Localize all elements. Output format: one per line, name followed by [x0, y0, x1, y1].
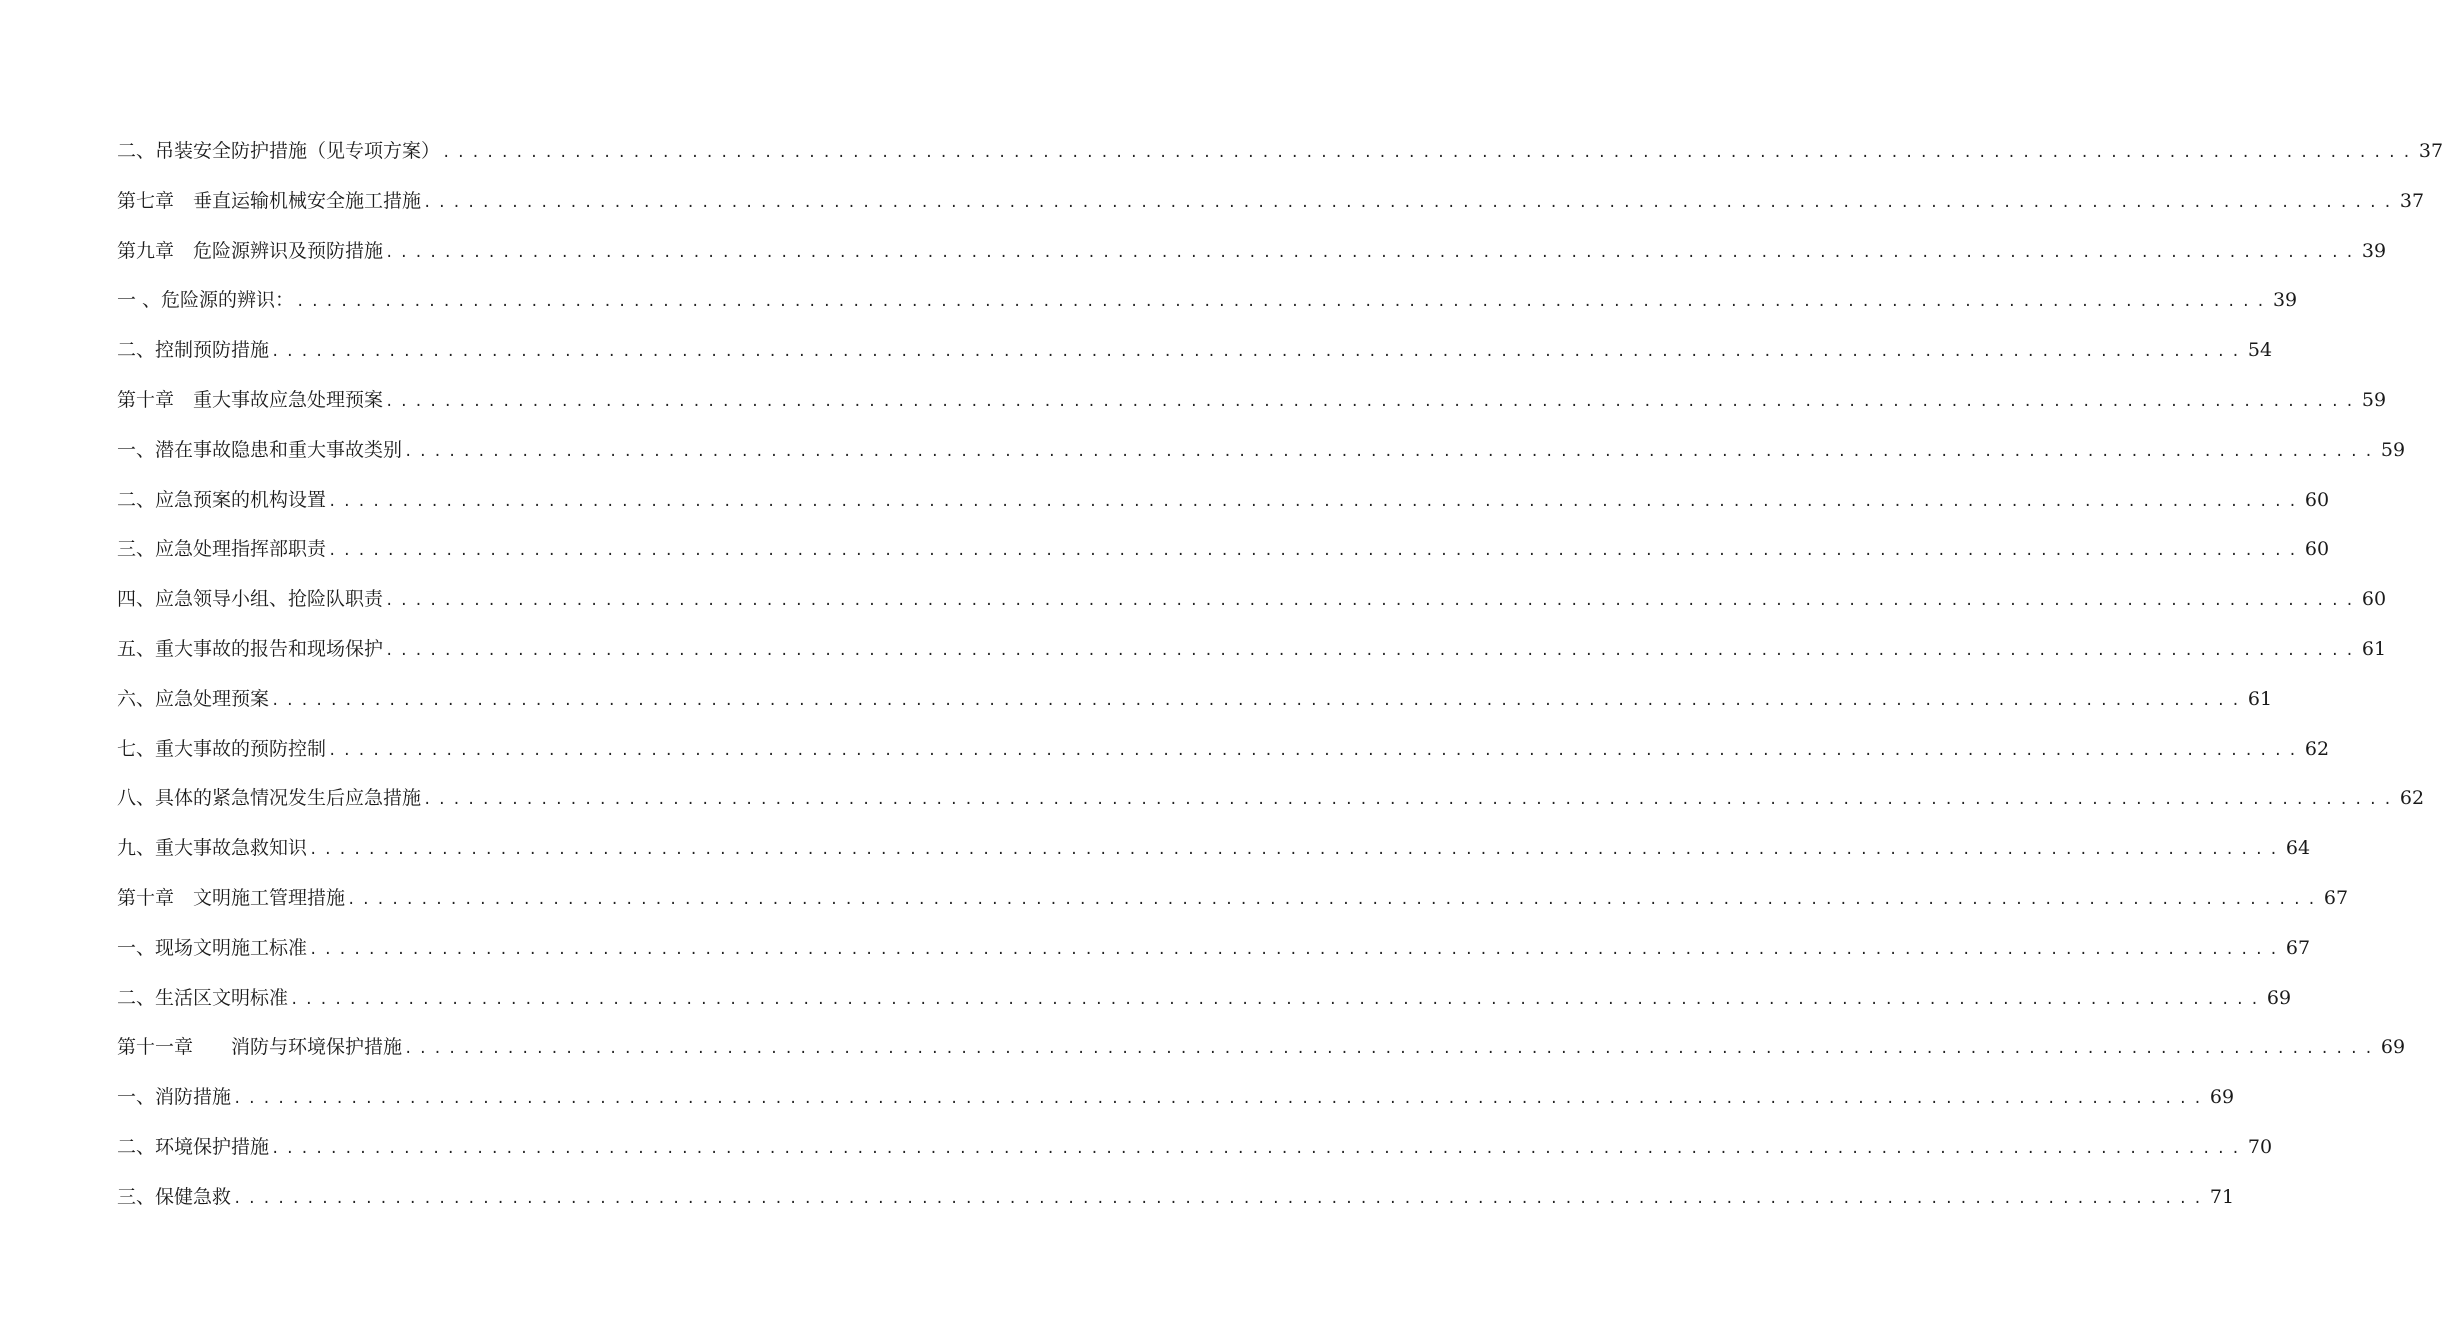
dot-leader: .......................................................................................................................................	[404, 443, 2379, 460]
dot-leader: .......................................................................................................................................	[233, 1190, 2208, 1207]
toc-entry-title: 五、重大事故的报告和现场保护	[117, 637, 384, 660]
dot-leader: .......................................................................................................................................	[309, 941, 2284, 958]
dot-leader: .......................................................................................................................................	[423, 792, 2398, 809]
toc-entry-title: 九、重大事故急救知识	[117, 837, 308, 860]
toc-entry[interactable]	[117, 532, 2330, 582]
dot-leader: .......................................................................................................................................	[271, 1140, 2246, 1157]
toc-entry[interactable]	[117, 1030, 2406, 1080]
toc-page-number: 71	[2209, 1185, 2235, 1208]
toc-page-number: 39	[2272, 289, 2298, 312]
toc-entry[interactable]	[117, 582, 2387, 632]
dot-leader: .......................................................................................................................................	[347, 891, 2322, 908]
toc-entry[interactable]	[117, 981, 2292, 1031]
toc-entry[interactable]	[117, 383, 2387, 433]
toc-entry-title: 二、应急预案的机构设置	[117, 488, 327, 511]
toc-entry-title: 第十章 重大事故应急处理预案	[117, 388, 384, 411]
toc-entry-title: 三、应急处理指挥部职责	[117, 538, 327, 561]
dot-leader: .......................................................................................................................................	[290, 991, 2265, 1008]
toc-entry-title: 四、应急领导小组、抢险队职责	[117, 588, 384, 611]
toc-page-number: 69	[2266, 986, 2292, 1009]
toc-page-number: 67	[2323, 886, 2349, 909]
toc-page-number: 67	[2285, 936, 2311, 959]
toc-entry[interactable]	[117, 234, 2387, 284]
dot-leader: .......................................................................................................................................	[385, 393, 2360, 410]
toc-entry-title: 第九章 危险源辨识及预防措施	[117, 239, 384, 262]
toc-entry-title: 一、消防措施	[117, 1086, 232, 1109]
toc-entry[interactable]	[117, 184, 2425, 234]
toc-entry-title: 二、环境保护措施	[117, 1135, 270, 1158]
toc-entry-title: 三、保健急救	[117, 1185, 232, 1208]
toc-entry-title: 第七章 垂直运输机械安全施工措施	[117, 189, 422, 212]
toc-page-number: 54	[2247, 339, 2273, 362]
dot-leader: .......................................................................................................................................	[423, 194, 2398, 211]
toc-page-number: 69	[2380, 1036, 2406, 1059]
toc-entry[interactable]	[117, 781, 2425, 831]
toc-page-number: 70	[2247, 1135, 2273, 1158]
toc-page-number: 61	[2247, 687, 2273, 710]
toc-entry[interactable]	[117, 831, 2311, 881]
toc-entry-title: 第十一章 消防与环境保护措施	[117, 1036, 403, 1059]
table-of-contents	[117, 134, 2443, 1230]
toc-page-number: 62	[2304, 737, 2330, 760]
toc-page-number: 59	[2361, 388, 2387, 411]
toc-entry[interactable]	[117, 881, 2349, 931]
toc-page-number: 69	[2209, 1086, 2235, 1109]
toc-page-number: 64	[2285, 837, 2311, 860]
toc-page-number: 37	[2418, 140, 2443, 162]
toc-entry-title: 八、具体的紧急情况发生后应急措施	[117, 787, 422, 810]
toc-entry-title: 二、吊装安全防护措施（见专项方案）	[117, 140, 441, 162]
toc-entry[interactable]	[117, 283, 2298, 333]
dot-leader: .......................................................................................................................................	[271, 692, 2246, 709]
toc-page-number: 39	[2361, 239, 2387, 262]
toc-entry-title: 第十章 文明施工管理措施	[117, 886, 346, 909]
dot-leader: .......................................................................................................................................	[385, 642, 2360, 659]
toc-entry[interactable]	[117, 333, 2273, 383]
dot-leader: .......................................................................................................................................	[233, 1091, 2208, 1108]
dot-leader: .......................................................................................................................................	[296, 294, 2271, 311]
dot-leader: .......................................................................................................................................	[385, 244, 2360, 261]
toc-entry[interactable]	[117, 682, 2273, 732]
toc-entry[interactable]	[117, 1080, 2235, 1130]
toc-page-number: 59	[2380, 438, 2406, 461]
toc-page-number: 60	[2304, 488, 2330, 511]
dot-leader: .......................................................................................................................................	[385, 593, 2360, 610]
toc-page-number: 60	[2304, 538, 2330, 561]
toc-page-number: 62	[2399, 787, 2425, 810]
toc-entry[interactable]	[117, 134, 2443, 184]
dot-leader: .......................................................................................................................................	[328, 493, 2303, 510]
dot-leader: .......................................................................................................................................	[328, 543, 2303, 560]
toc-entry-title: 二、控制预防措施	[117, 339, 270, 362]
toc-page-number: 61	[2361, 637, 2387, 660]
toc-entry[interactable]	[117, 732, 2330, 782]
toc-entry-title: 一、潜在事故隐患和重大事故类别	[117, 438, 403, 461]
dot-leader: .......................................................................................................................................	[271, 344, 2246, 361]
toc-entry[interactable]	[117, 1130, 2273, 1180]
toc-entry[interactable]	[117, 931, 2311, 981]
toc-entry-title: 二、生活区文明标准	[117, 986, 289, 1009]
dot-leader: .......................................................................................................................................	[442, 145, 2417, 161]
dot-leader: .......................................................................................................................................	[404, 1041, 2379, 1058]
toc-entry-title: 六、应急处理预案	[117, 687, 270, 710]
toc-entry[interactable]	[117, 632, 2387, 682]
toc-entry-title: 七、重大事故的预防控制	[117, 737, 327, 760]
toc-entry-title: 一 、危险源的辨识：	[117, 289, 295, 312]
toc-page-number: 60	[2361, 588, 2387, 611]
toc-page-number: 37	[2399, 189, 2425, 212]
toc-entry[interactable]	[117, 1180, 2235, 1230]
dot-leader: .......................................................................................................................................	[309, 842, 2284, 859]
toc-entry[interactable]	[117, 483, 2330, 533]
toc-entry-title: 一、现场文明施工标准	[117, 936, 308, 959]
toc-entry[interactable]	[117, 433, 2406, 483]
dot-leader: .......................................................................................................................................	[328, 742, 2303, 759]
